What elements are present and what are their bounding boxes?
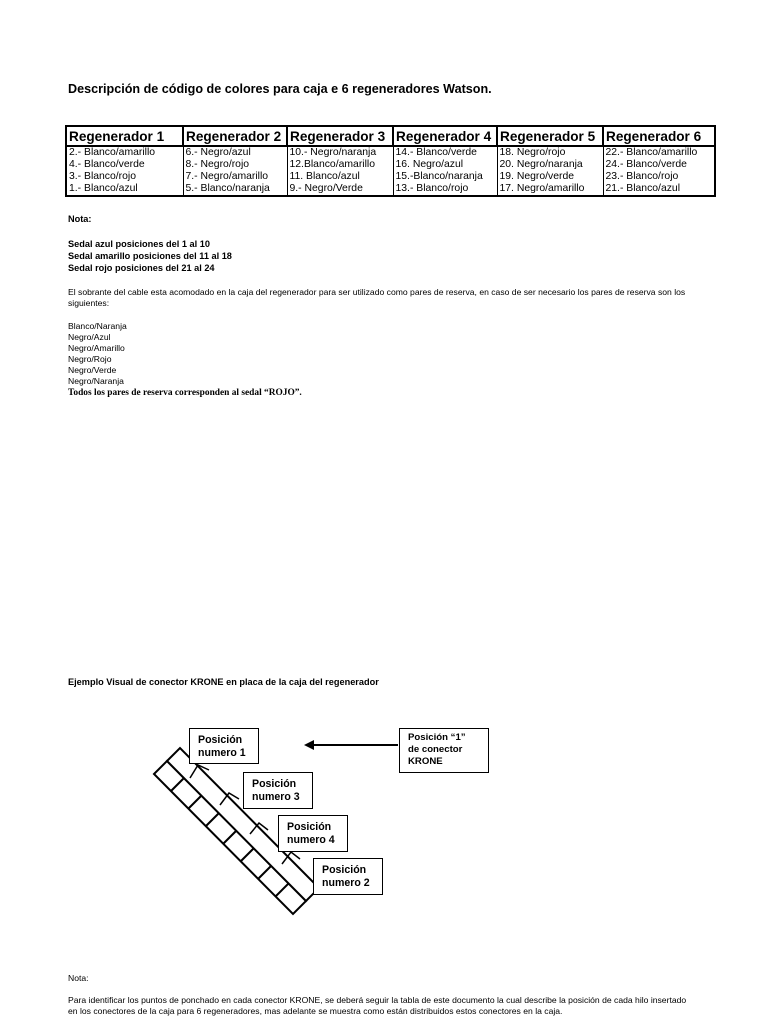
reserve-pairs-list: [68, 321, 127, 387]
footer-paragraph: Para identificar los puntos de ponchado en cada conector KRONE, se deberá seguir la tabla de este documento la cual describe la posición de cada hilo insertado en los conectores de la caja para 6 regeneradores, mas adelante se muestra como están distribuidos estos conectores en la caja.: [68, 995, 687, 1016]
table-cell: 4.- Blanco/verde: [66, 159, 183, 171]
color-code-table: [65, 125, 716, 197]
label-krone-position: [399, 728, 489, 773]
label-line: Posición: [322, 864, 367, 876]
table-header-cell: Regenerador 3: [287, 126, 393, 146]
label-posicion-1: [189, 728, 259, 764]
table-cell: 2.- Blanco/amarillo: [66, 146, 183, 159]
table-cell: 15.-Blanco/naranja: [393, 171, 497, 183]
table-header-cell: Regenerador 1: [66, 126, 183, 146]
label-line: de conector: [408, 744, 463, 755]
table-row: [66, 146, 715, 159]
label-line: KRONE: [408, 756, 443, 767]
label-line: Posición: [287, 821, 332, 833]
table-cell: 11. Blanco/azul: [287, 171, 393, 183]
table-cell: 24.- Blanco/verde: [603, 159, 715, 171]
table-cell: 12.Blanco/amarillo: [287, 159, 393, 171]
table-cell: 16. Negro/azul: [393, 159, 497, 171]
label-line: Posición: [252, 778, 297, 790]
table-row: [66, 159, 715, 171]
table-header-cell: Regenerador 2: [183, 126, 287, 146]
list-item: Blanco/Naranja: [68, 321, 127, 331]
table-cell: 7.- Negro/amarillo: [183, 171, 287, 183]
table-cell: 20. Negro/naranja: [497, 159, 603, 171]
table-cell: 22.- Blanco/amarillo: [603, 146, 715, 159]
list-item: Negro/Rojo: [68, 354, 112, 364]
label-line: numero 1: [198, 747, 246, 759]
table-cell: 8.- Negro/rojo: [183, 159, 287, 171]
table-header-row: [66, 126, 715, 146]
label-line: numero 2: [322, 877, 370, 889]
list-item: Negro/Verde: [68, 365, 117, 375]
table-header-cell: Regenerador 6: [603, 126, 715, 146]
label-line: Posición: [198, 734, 243, 746]
list-item: Negro/Naranja: [68, 376, 124, 386]
label-line: numero 3: [252, 791, 300, 803]
krone-connector-diagram: [0, 690, 768, 920]
document-title: Descripción de código de colores para caja e 6 regeneradores Watson.: [68, 82, 492, 96]
sedal-line: Sedal amarillo posiciones del 11 al 18: [68, 251, 232, 261]
label-line: Posición “1”: [408, 732, 466, 743]
reserve-paragraph: El sobrante del cable esta acomodado en la caja del regenerador para ser utilizado como pares de reserva, en caso de ser necesario los pares de reserva son los siguientes:: [68, 287, 686, 308]
sedal-line: Sedal azul posiciones del 1 al 10: [68, 239, 210, 249]
table-cell: 1.- Blanco/azul: [66, 183, 183, 196]
table-cell: 17. Negro/amarillo: [497, 183, 603, 196]
table-cell: 5.- Blanco/naranja: [183, 183, 287, 196]
list-item: Negro/Amarillo: [68, 343, 125, 353]
label-posicion-3: [243, 772, 313, 809]
table-cell: 21.- Blanco/azul: [603, 183, 715, 196]
table-header-cell: Regenerador 4: [393, 126, 497, 146]
table-cell: 14.- Blanco/verde: [393, 146, 497, 159]
label-line: numero 4: [287, 834, 335, 846]
list-item: Negro/Azul: [68, 332, 111, 342]
nota-label: Nota:: [68, 214, 92, 224]
table-cell: 9.- Negro/Verde: [287, 183, 393, 196]
reserve-note: Todos los pares de reserva corresponden al sedal “ROJO”.: [68, 388, 302, 398]
table-cell: 10.- Negro/naranja: [287, 146, 393, 159]
label-posicion-2: [313, 858, 383, 895]
table-row: [66, 183, 715, 196]
table-cell: 19. Negro/verde: [497, 171, 603, 183]
table-cell: 13.- Blanco/rojo: [393, 183, 497, 196]
table-cell: 3.- Blanco/rojo: [66, 171, 183, 183]
krone-arrow: [304, 740, 398, 750]
footer-nota-label: Nota:: [68, 973, 89, 983]
label-posicion-4: [278, 815, 348, 852]
diagram-title: Ejemplo Visual de conector KRONE en placa de la caja del regenerador: [68, 677, 379, 687]
table-header-cell: Regenerador 5: [497, 126, 603, 146]
table-cell: 23.- Blanco/rojo: [603, 171, 715, 183]
table-cell: 6.- Negro/azul: [183, 146, 287, 159]
table-row: [66, 171, 715, 183]
table-cell: 18. Negro/rojo: [497, 146, 603, 159]
sedal-line: Sedal rojo posiciones del 21 al 24: [68, 263, 215, 273]
